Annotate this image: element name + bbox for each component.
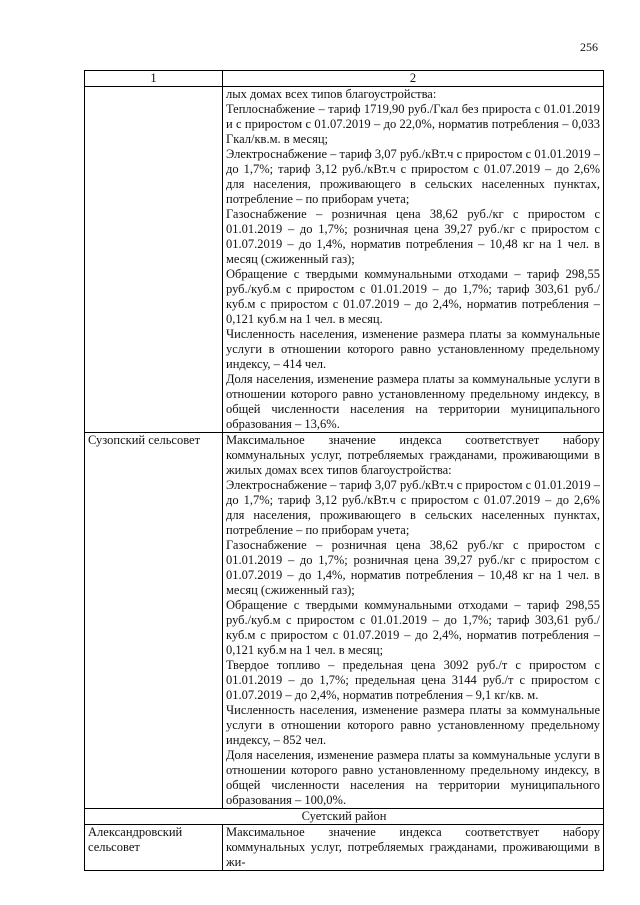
paragraph: Доля населения, изменение размера платы за коммунальные услуги в отношении которого равно установленному предельному индексу, в общей численности населения на территории муниципального образования – 100,0%. (226, 748, 600, 807)
area-cell: Сузопский сельсовет (85, 433, 223, 809)
paragraph: Теплоснабжение – тариф 1719,90 руб./Гкал без прироста с 01.01.2019 и с приростом с 01.07.2019 – до 22,0%, норматив потребления – 0,033 Гкал/кв.м. в месяц; (226, 102, 600, 146)
area-cell: Александровский сельсовет (85, 825, 223, 871)
table-row (85, 433, 604, 809)
paragraph: лых домах всех типов благоустройства: (226, 87, 437, 101)
paragraph: Обращение с твердыми коммунальными отходами – тариф 298,55 руб./куб.м с приростом с 01.01.2019 – до 1,7%; тариф 303,61 руб./куб.м с приростом с 01.07.2019 – до 2,4%, норматив потребления – 0,121 куб.м на 1 чел. в месяц. (226, 267, 600, 326)
paragraph: Электроснабжение – тариф 3,07 руб./кВт.ч с приростом с 01.01.2019 – до 1,7%; тариф 3,12 руб./кВт.ч с приростом с 01.07.2019 – до 2,6% для населения, проживающего в сельских населенных пунктах, потребление – по приборам учета; (226, 147, 600, 206)
description-cell (223, 433, 604, 809)
paragraph: Максимальное значение индекса соответствует набору коммунальных услуг, потребляемых гражданами, проживающими в жилых домах всех типов благоустройства: (226, 433, 600, 477)
table-header-row (85, 71, 604, 87)
description-cell (223, 825, 604, 871)
table-row (85, 87, 604, 433)
column-header-2: 2 (223, 71, 604, 87)
paragraph: Численность населения, изменение размера платы за коммунальные услуги в отношении которого равно установленному предельному индексу, – 852 чел. (226, 703, 600, 747)
paragraph: Твердое топливо – предельная цена 3092 руб./т с приростом с 01.01.2019 – до 1,7%; предельная цена 3144 руб./т с приростом с 01.07.2019 – до 2,4%, норматив потребления – 9,1 кг/кв. м. (226, 658, 600, 702)
paragraph: Обращение с твердыми коммунальными отходами – тариф 298,55 руб./куб.м с приростом с 01.01.2019 – до 1,7%; тариф 303,61 руб./куб.м с приростом с 01.07.2019 – до 2,4%, норматив потребления – 0,121 куб.м на 1 чел. в месяц; (226, 598, 600, 657)
description-cell (223, 87, 604, 433)
tariff-table (84, 70, 604, 871)
paragraph: Газоснабжение – розничная цена 38,62 руб./кг с приростом с 01.01.2019 – до 1,7%; розничная цена 39,27 руб./кг с приростом с 01.07.2019 – до 1,4%, норматив потребления – 10,48 кг на 1 чел. в месяц (сжиженный газ); (226, 538, 600, 597)
area-cell (85, 87, 223, 433)
region-title: Суетский район (85, 809, 604, 825)
page-number: 256 (580, 40, 598, 54)
paragraph: Максимальное значение индекса соответствует набору коммунальных услуг, потребляемых гражданами, проживающими в жи- (226, 825, 600, 869)
paragraph: Доля населения, изменение размера платы за коммунальные услуги в отношении которого равно установленному предельному индексу, в общей численности населения на территории муниципального образования – 13,6%. (226, 372, 600, 431)
paragraph: Газоснабжение – розничная цена 38,62 руб./кг с приростом с 01.01.2019 – до 1,7%; розничная цена 39,27 руб./кг с приростом с 01.07.2019 – до 1,4%, норматив потребления – 10,48 кг на 1 чел. в месяц (сжиженный газ); (226, 207, 600, 266)
paragraph: Электроснабжение – тариф 3,07 руб./кВт.ч с приростом с 01.01.2019 – до 1,7%; тариф 3,12 руб./кВт.ч с приростом с 01.07.2019 – до 2,6% для населения, проживающего в сельских населенных пунктах, потребление – по приборам учета; (226, 478, 600, 537)
table-row (85, 825, 604, 871)
column-header-1: 1 (85, 71, 223, 87)
region-row (85, 809, 604, 825)
paragraph: Численность населения, изменение размера платы за коммунальные услуги в отношении которого равно установленному предельному индексу, – 414 чел. (226, 327, 600, 371)
